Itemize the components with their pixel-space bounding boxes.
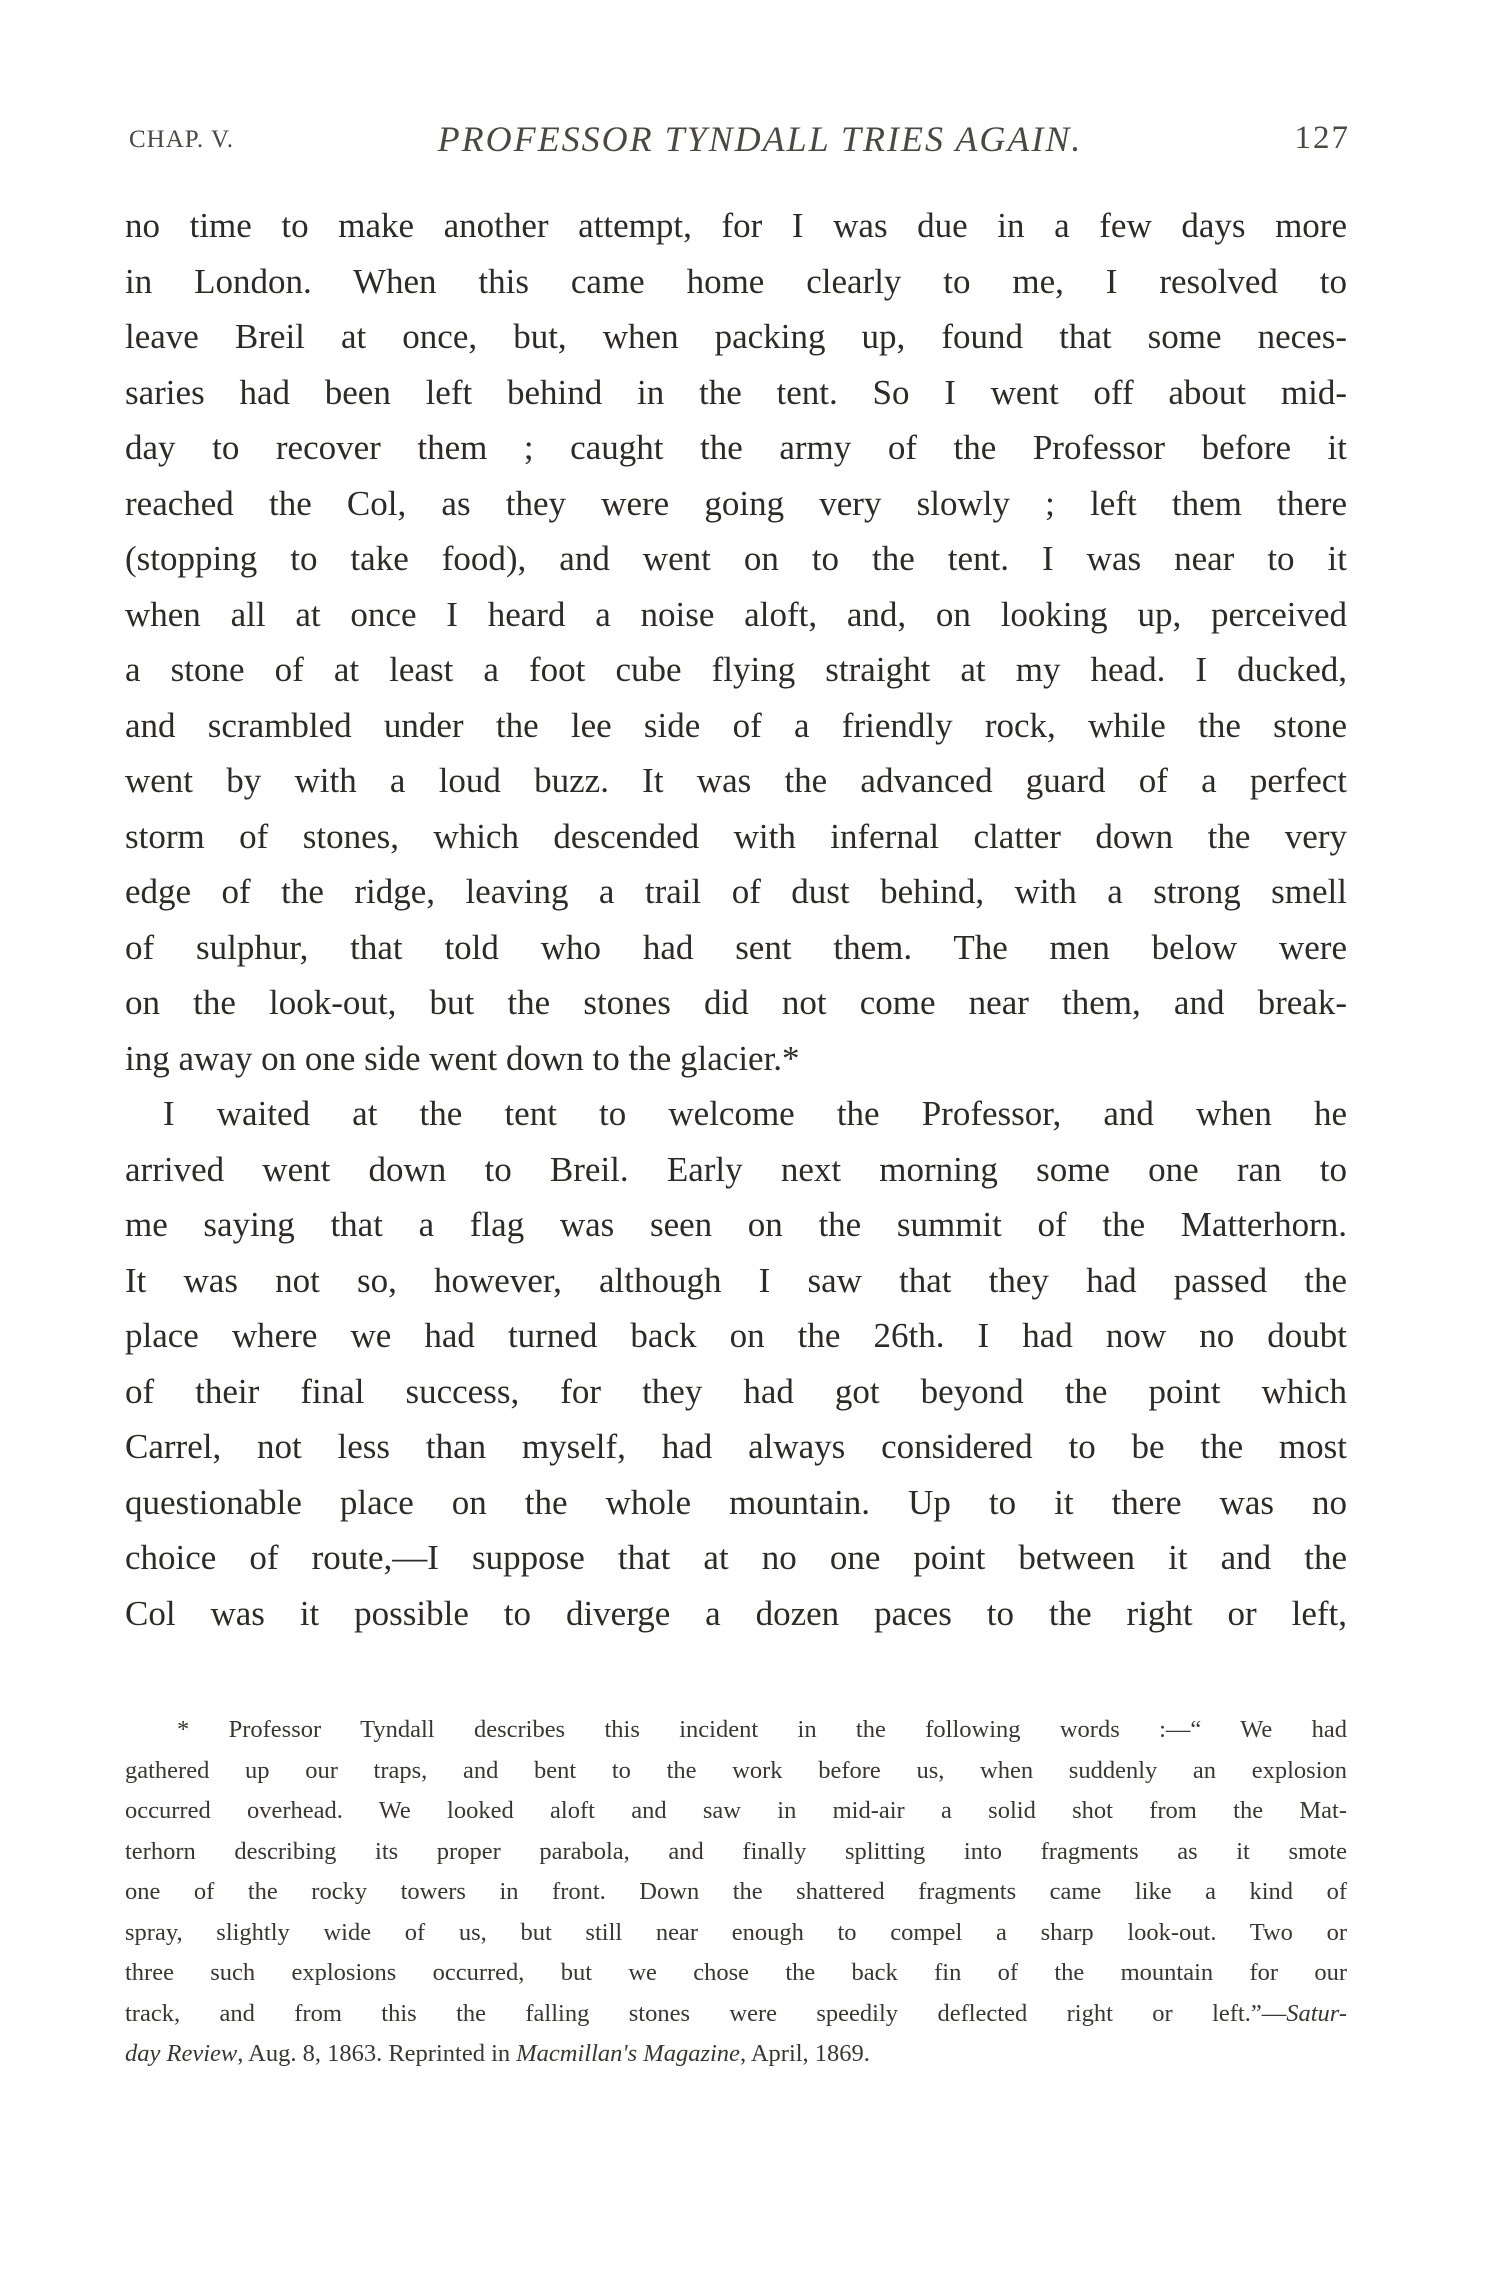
footnote-text: , April, 1869.	[739, 2040, 870, 2067]
body-line: of their final success, for they had got beyond the point which	[125, 1371, 1347, 1411]
footnote-line: three such explosions occurred, but we chose the back fin of the mountain for our	[125, 1959, 1347, 1986]
footnote-line	[125, 1994, 1347, 2035]
body-line: reached the Col, as they were going very slowly ; left them there	[125, 483, 1347, 523]
body-line: of sulphur, that told who had sent them. The men below were	[125, 927, 1347, 967]
body-line: I waited at the tent to welcome the Professor, and when he	[163, 1094, 1347, 1133]
body-line: storm of stones, which descended with infernal clatter down the very	[125, 816, 1347, 856]
footnote-line: one of the rocky towers in front. Down the shattered fragments came like a kind of	[125, 1878, 1347, 1905]
body-line: in London. When this came home clearly to me, I resolved to	[125, 261, 1347, 301]
footnote-line: * Professor Tyndall describes this incident in the following words :—“ We had	[177, 1716, 1347, 1743]
footnote-text: track, and from this the falling stones were speedily deflected right or left.”—	[125, 1999, 1287, 2027]
body-line: no time to make another attempt, for I was due in a few days more	[125, 206, 1347, 245]
body-line: Carrel, not less than myself, had always considered to be the most	[125, 1427, 1347, 1466]
body-line: choice of route,—I suppose that at no one point between it and the	[125, 1538, 1347, 1577]
body-line: me saying that a flag was seen on the summit of the Matterhorn.	[125, 1205, 1347, 1244]
body-line: ing away on one side went down to the glacier.*	[125, 1038, 800, 1078]
footnote-line: occurred overhead. We looked aloft and saw in mid-air a solid shot from the Mat-	[125, 1797, 1347, 1824]
footnote-line	[125, 2034, 1347, 2075]
body-line: edge of the ridge, leaving a trail of dust behind, with a strong smell	[125, 872, 1347, 911]
body-line: went by with a loud buzz. It was the advanced guard of a perfect	[125, 761, 1347, 800]
body-line: saries had been left behind in the tent. So I went off about mid-	[125, 372, 1347, 412]
body-line: place where we had turned back on the 26th. I had now no doubt	[125, 1316, 1347, 1355]
body-line: arrived went down to Breil. Early next morning some one ran to	[125, 1149, 1347, 1189]
body-line: a stone of at least a foot cube flying straight at my head. I ducked,	[125, 650, 1347, 689]
body-line: and scrambled under the lee side of a friendly rock, while the stone	[125, 705, 1347, 745]
body-line: (stopping to take food), and went on to the tent. I was near to it	[125, 539, 1347, 578]
body-line: day to recover them ; caught the army of the Professor before it	[125, 428, 1347, 467]
body-line: when all at once I heard a noise aloft, and, on looking up, perceived	[125, 594, 1347, 634]
footnote-line: gathered up our traps, and bent to the work before us, when suddenly an explosion	[125, 1756, 1347, 1784]
footnote-line: terhorn describing its proper parabola, and finally splitting into fragments as it smote	[125, 1837, 1347, 1865]
citation-title: Satur-	[1286, 1999, 1347, 2027]
page-number: 127	[1294, 120, 1350, 156]
body-line: It was not so, however, although I saw that they had passed the	[125, 1260, 1347, 1300]
chapter-label: CHAP. V.	[129, 126, 235, 153]
footnote-line: spray, slightly wide of us, but still near enough to compel a sharp look-out. Two or	[125, 1918, 1347, 1946]
body-line: on the look-out, but the stones did not come near them, and break-	[125, 983, 1347, 1022]
running-head	[125, 118, 1350, 168]
body-line: questionable place on the whole mountain. Up to it there was no	[125, 1482, 1347, 1522]
running-title: PROFESSOR TYNDALL TRIES AGAIN.	[437, 119, 1083, 159]
citation-title: Macmillan's Magazine	[516, 2040, 740, 2067]
body-line: Col was it possible to diverge a dozen paces to the right or left,	[125, 1593, 1347, 1633]
footnote-text: , Aug. 8, 1863. Reprinted in	[237, 2040, 517, 2067]
footnote	[125, 1710, 1347, 2075]
citation-title: day Review	[125, 2040, 238, 2067]
body-line: leave Breil at once, but, when packing up, found that some neces-	[125, 317, 1347, 356]
body-text	[125, 198, 1347, 1641]
